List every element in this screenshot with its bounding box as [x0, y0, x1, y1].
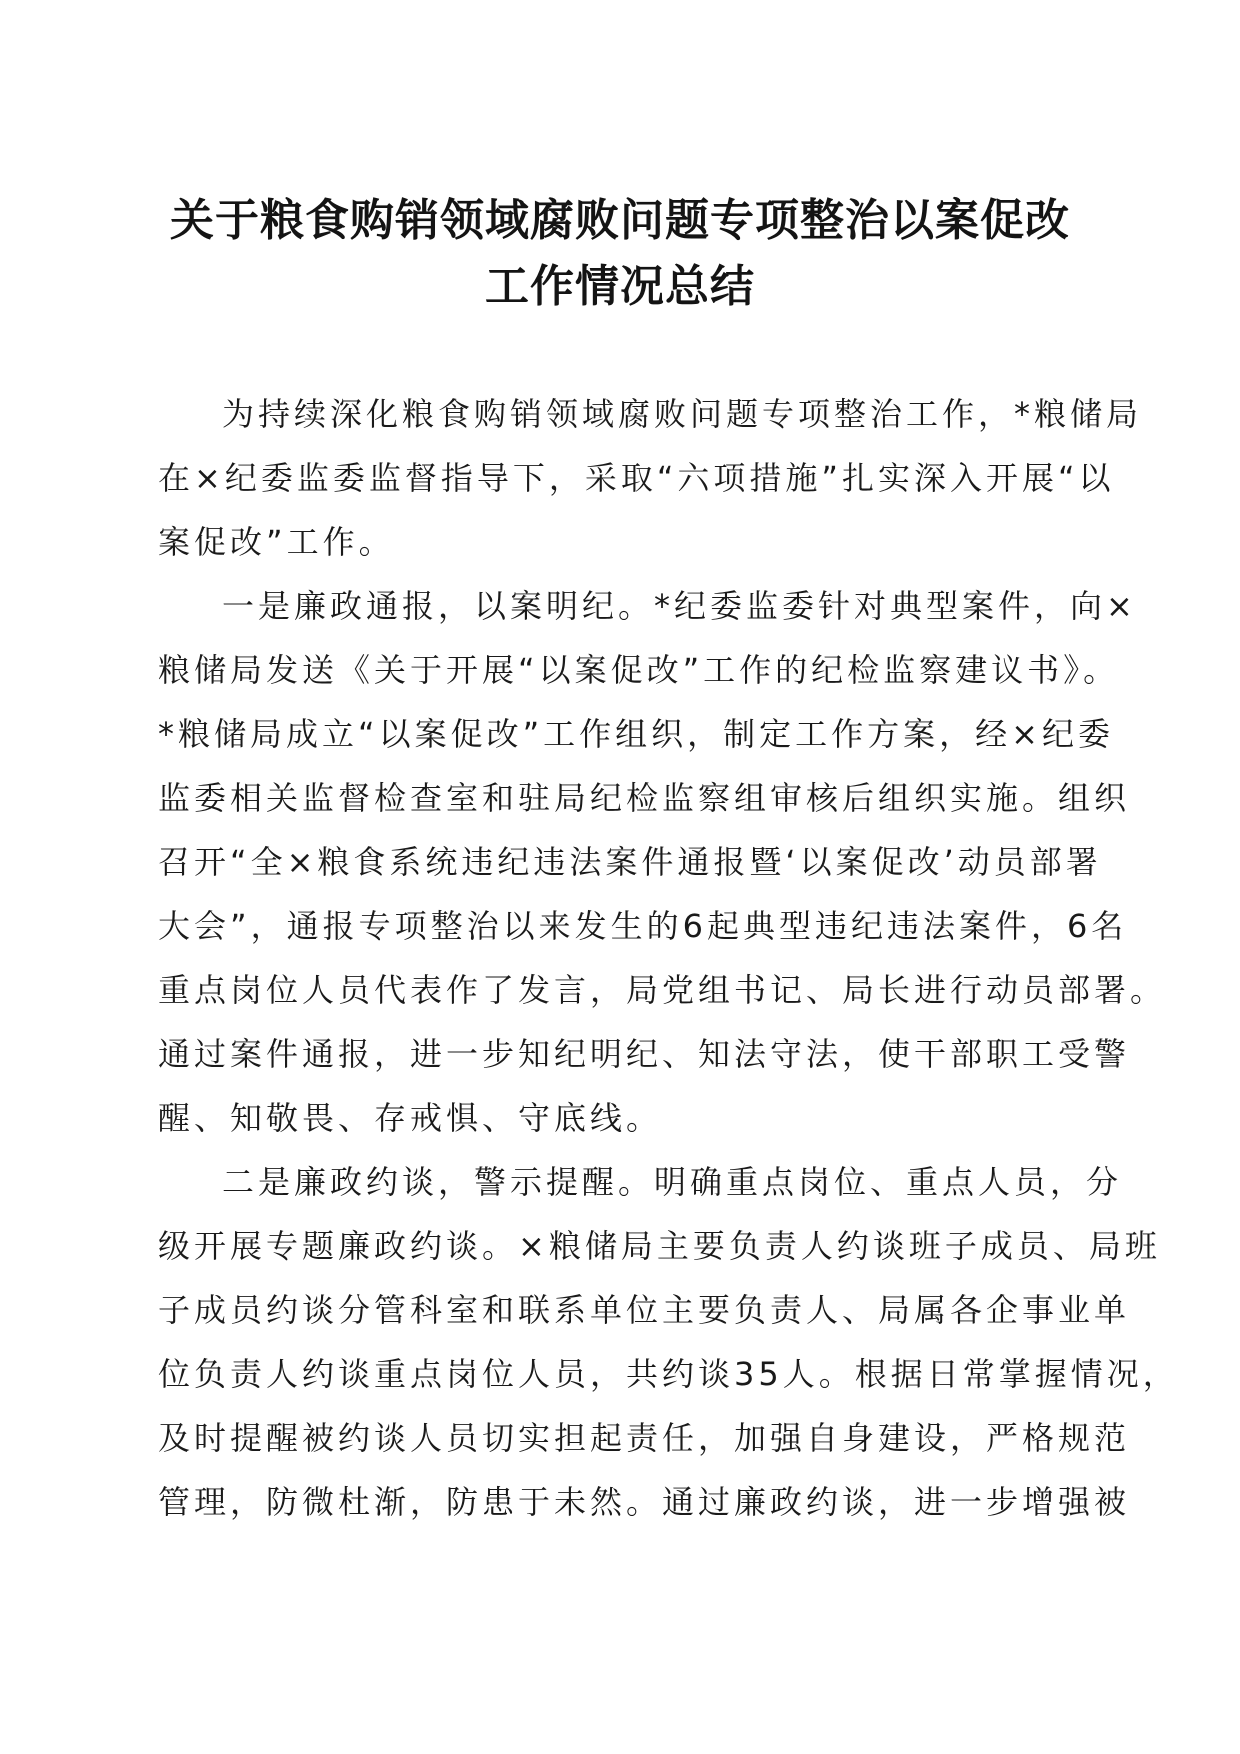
text-line: 及时提醒被约谈人员切实担起责任，加强自身建设，严格规范	[158, 1419, 1131, 1457]
text-line: 一是廉政通报，以案明纪。*纪委监委针对典型案件，向×	[222, 587, 1137, 625]
text-line: *粮储局成立“以案促改”工作组织，制定工作方案，经×纪委	[158, 715, 1114, 753]
text-line: 粮储局发送《关于开展“以案促改”工作的纪检监察建议书》。	[158, 651, 1120, 689]
text-line: 醒、知敬畏、存戒惧、守底线。	[158, 1099, 663, 1137]
text-line: 监委相关监督检查室和驻局纪检监察组审核后组织实施。组织	[158, 779, 1131, 817]
paragraph-intro	[158, 382, 1143, 574]
text-line: 级开展专题廉政约谈。×粮储局主要负责人约谈班子成员、局班	[158, 1227, 1161, 1265]
text-line: 大会”，通报专项整治以来发生的6起典型违纪违法案件，6名	[158, 907, 1128, 945]
text-line: 案促改”工作。	[158, 523, 395, 561]
text-line: 在×纪委监委监督指导下，采取“六项措施”扎实深入开展“以	[158, 459, 1115, 497]
document-body	[158, 382, 1179, 1534]
text-line: 子成员约谈分管科室和联系单位主要负责人、局属各企事业单	[158, 1291, 1131, 1329]
document-title	[140, 188, 1100, 320]
text-line: 通过案件通报，进一步知纪明纪、知法守法，使干部职工受警	[158, 1035, 1131, 1073]
paragraph-measure-one	[158, 574, 1167, 1150]
text-line: 管理，防微杜渐，防患于未然。通过廉政约谈，进一步增强被	[158, 1483, 1131, 1521]
text-line: 二是廉政约谈，警示提醒。明确重点岗位、重点人员，分	[222, 1163, 1123, 1201]
text-line: 重点岗位人员代表作了发言，局党组书记、局长进行动员部署。	[158, 971, 1167, 1009]
text-line: 为持续深化粮食购销领域腐败问题专项整治工作，*粮储局	[222, 395, 1143, 433]
text-line: 召开“全×粮食系统违纪违法案件通报暨‘以案促改’动员部署	[158, 843, 1102, 881]
paragraph-measure-two	[158, 1150, 1179, 1534]
title-line-2: 工作情况总结	[485, 261, 755, 312]
title-line-1: 关于粮食购销领域腐败问题专项整治以案促改	[170, 195, 1070, 246]
text-line: 位负责人约谈重点岗位人员，共约谈35人。根据日常掌握情况，	[158, 1355, 1179, 1393]
